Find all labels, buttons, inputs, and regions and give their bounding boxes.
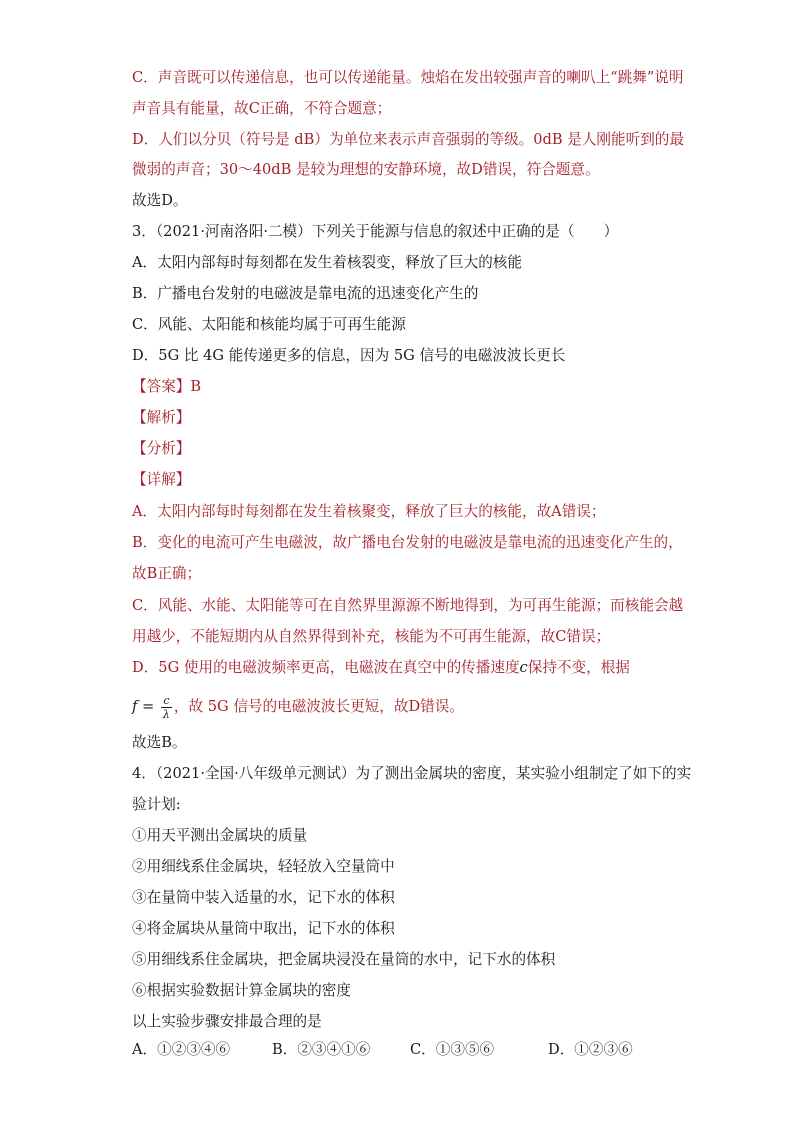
formula-f: f	[132, 698, 138, 715]
q4-step-5: ⑤用细线系住金属块，把金属块浸没在量筒的水中，记下水的体积	[132, 951, 556, 968]
q3-detail-label: 【详解】	[132, 471, 191, 488]
q3-detail-line-5: 用越少，不能短期内从自然界得到补充，核能为不可再生能源，故C错误；	[132, 628, 611, 645]
formula-denominator: λ	[162, 707, 170, 721]
q3-analysis-label: 【解析】	[132, 409, 191, 426]
prev-explanation-line-2: 声音具有能量，故C正确，不符合题意；	[132, 100, 392, 117]
q4-stem-line-2: 验计划:	[132, 796, 181, 813]
q4-step-6: ⑥根据实验数据计算金属块的密度	[132, 982, 351, 999]
q4-option-b: B．②③④①⑥	[272, 1041, 371, 1058]
q3-detail-line-6	[132, 658, 630, 678]
q3-conclusion: 故选B。	[132, 734, 187, 751]
q3-detail-line-6-tail: 保持不变，根据	[527, 659, 630, 676]
q3-stem: 3．（2021·河南洛阳·二模）下列关于能源与信息的叙述中正确的是（ ）	[132, 223, 619, 240]
q3-option-a: A．太阳内部每时每刻都在发生着核裂变，释放了巨大的核能	[132, 254, 522, 271]
q3-detail-line-4: C．风能、水能、太阳能等可在自然界里源源不断地得到，为可再生能源；而核能会越	[132, 597, 684, 614]
q4-option-d: D．①②③⑥	[548, 1041, 633, 1058]
formula-fraction	[161, 695, 172, 720]
formula-numerator: c	[163, 693, 170, 707]
q3-option-d: D．5G 比 4G 能传递更多的信息，因为 5G 信号的电磁波波长更长	[132, 347, 566, 364]
formula-eq: =	[137, 698, 159, 715]
q4-stem-line-1: 4．（2021·全国·八年级单元测试）为了测出金属块的密度，某实验小组制定了如下的实	[132, 765, 692, 782]
q4-step-4: ④将金属块从量筒中取出，记下水的体积	[132, 920, 395, 937]
prev-conclusion: 故选D。	[132, 192, 188, 209]
q3-answer: 【答案】B	[132, 378, 202, 395]
q4-step-2: ②用细线系住金属块，轻轻放入空量筒中	[132, 858, 395, 875]
speed-symbol-c: c	[519, 659, 528, 676]
q3-option-c: C．风能、太阳能和核能均属于可再生能源	[132, 316, 406, 333]
q3-detail-line-1: A．太阳内部每时每刻都在发生着核聚变，释放了巨大的核能，故A错误；	[132, 503, 606, 520]
prev-explanation-line-1: C．声音既可以传递信息，也可以传递能量。烛焰在发出较强声音的喇叭上“跳舞”说明	[132, 69, 684, 86]
q3-detail-line-2: B．变化的电流可产生电磁波，故广播电台发射的电磁波是靠电流的迅速变化产生的，	[132, 534, 683, 551]
q3-formula-line	[132, 694, 464, 720]
q4-option-c: C．①③⑤⑥	[410, 1041, 495, 1058]
q4-option-a: A．①②③④⑥	[132, 1041, 231, 1058]
q3-detail-line-3: 故B正确；	[132, 565, 202, 582]
q3-fenxi-label: 【分析】	[132, 440, 191, 457]
q4-prompt: 以上实验步骤安排最合理的是	[132, 1013, 322, 1030]
prev-explanation-line-3: D．人们以分贝（符号是 dB）为单位来表示声音强弱的等级。0dB 是人刚能听到的最	[132, 131, 684, 148]
prev-explanation-line-4: 微弱的声音；30～40dB 是较为理想的安静环境，故D错误，符合题意。	[132, 161, 600, 178]
q4-options	[132, 1040, 692, 1060]
formula-tail: ，故 5G 信号的电磁波波长更短，故D错误。	[173, 698, 464, 715]
q3-option-b: B．广播电台发射的电磁波是靠电流的迅速变化产生的	[132, 285, 479, 302]
q4-step-3: ③在量筒中装入适量的水，记下水的体积	[132, 889, 395, 906]
q3-detail-line-6-head: D．5G 使用的电磁波频率更高，电磁波在真空中的传播速度	[132, 659, 520, 676]
q4-step-1: ①用天平测出金属块的质量	[132, 827, 308, 844]
